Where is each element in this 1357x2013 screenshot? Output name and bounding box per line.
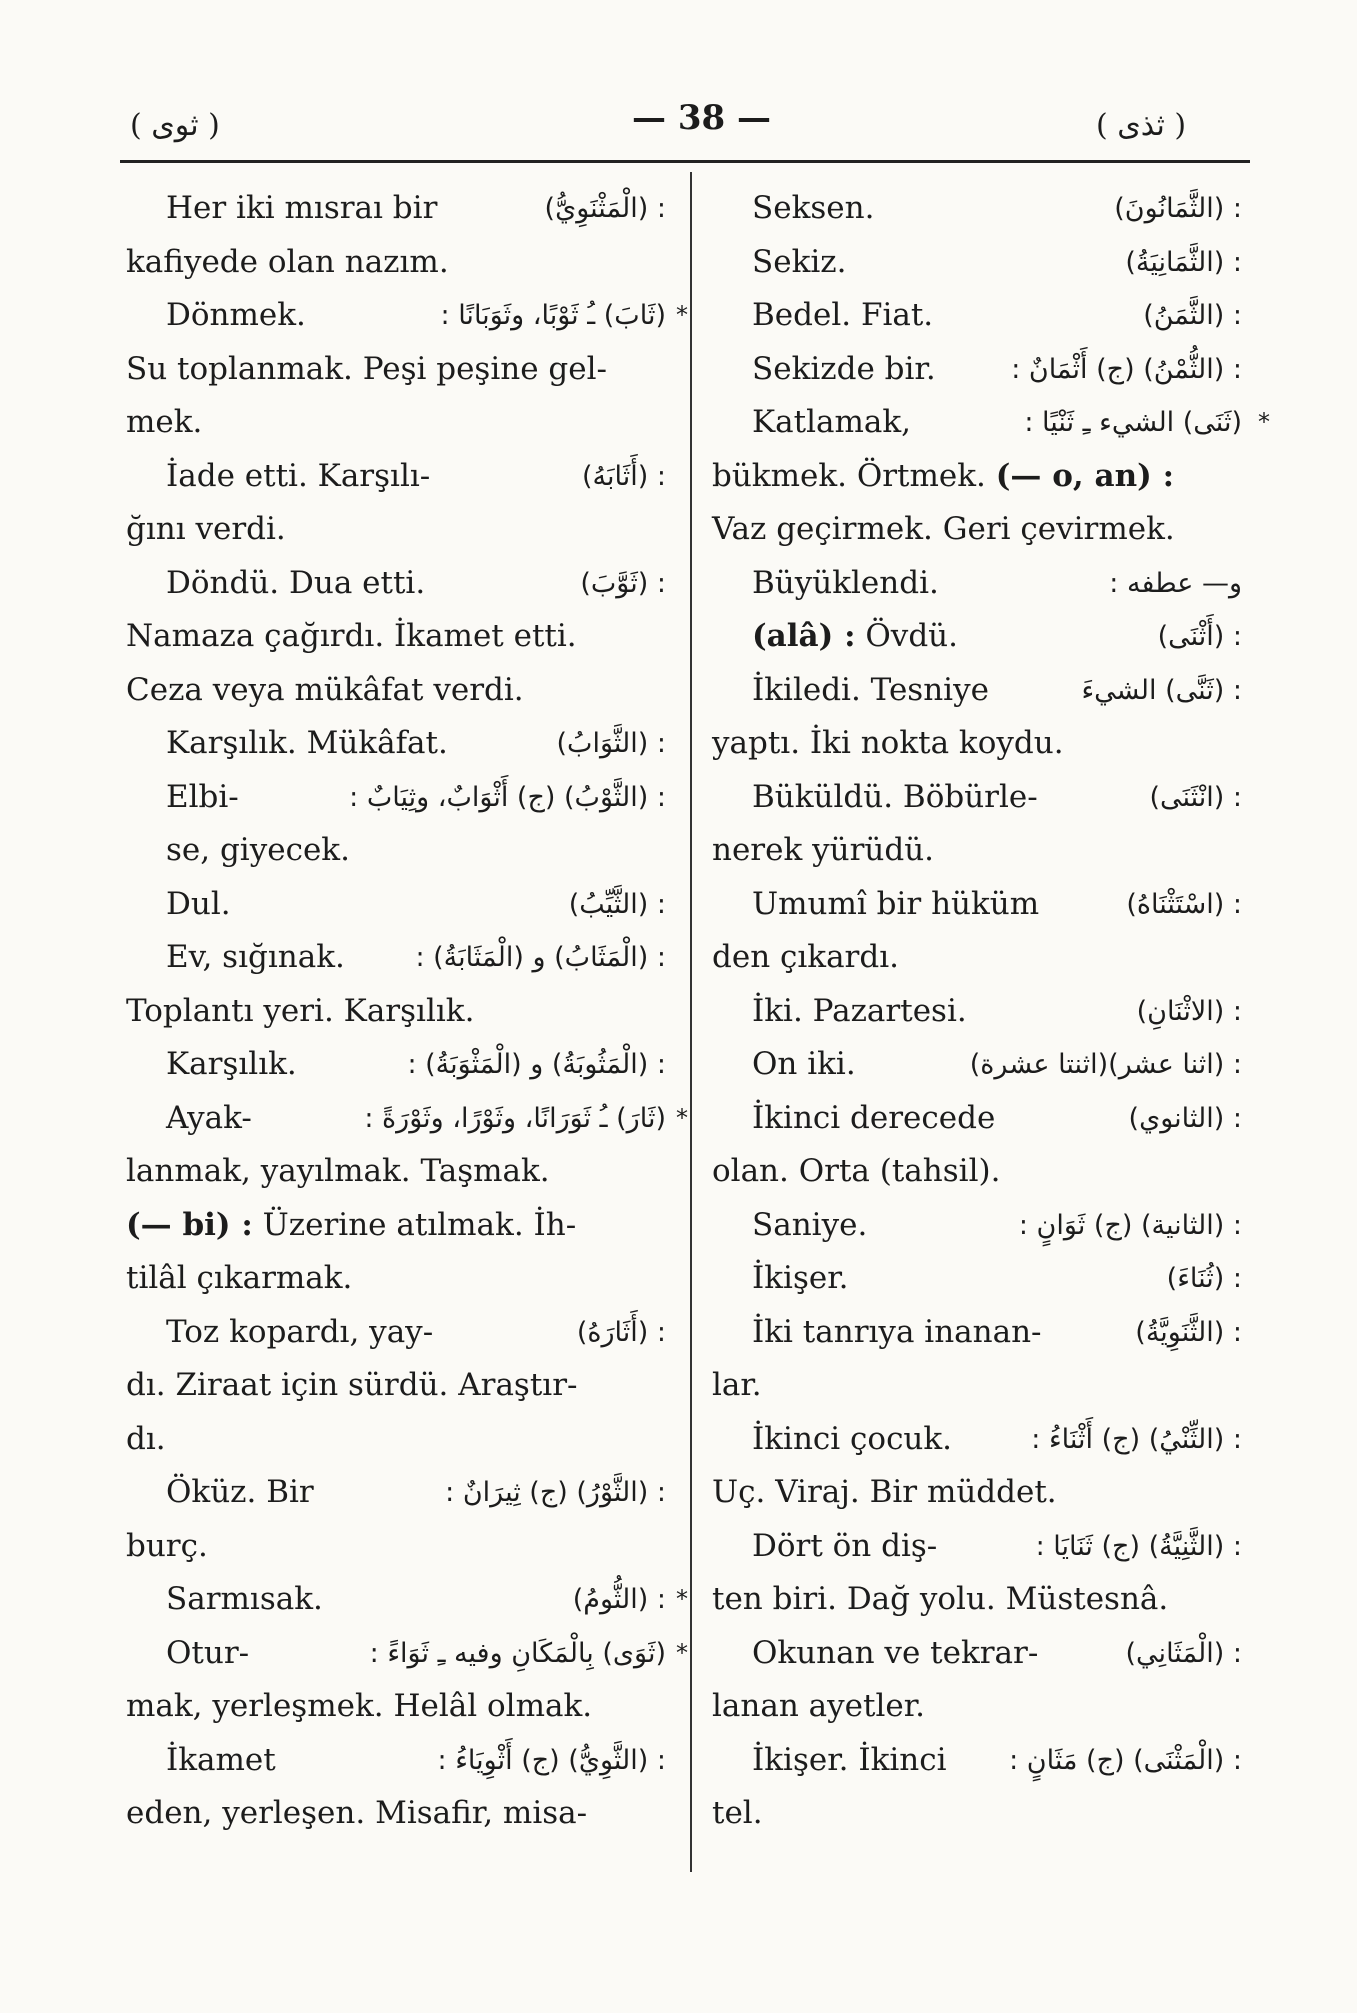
dictionary-line [712,1145,1242,1199]
turkish-text: İki. Pazartesi. [752,992,967,1029]
arabic-headword: : (الثَّيِّبُ) [568,888,666,920]
dictionary-line [712,771,1242,825]
dictionary-line [712,985,1242,1039]
dictionary-line [712,878,1242,932]
dictionary-line [712,1466,1242,1520]
arabic-headword: : (الثَّنَوِيَّةُ) [1135,1316,1242,1348]
dictionary-line [712,717,1242,771]
dictionary-line [126,610,666,664]
turkish-text: mak, yerleşmek. Helâl olmak. [126,1688,593,1724]
dictionary-line [712,1359,1242,1413]
dictionary-line [126,931,666,985]
turkish-text: On iki. [752,1046,856,1082]
turkish-text: Su toplanmak. Peşi peşine gel- [126,350,607,387]
turkish-text: Her iki mısraı bir [166,190,438,226]
dictionary-line [126,1413,666,1467]
turkish-text: İkinci çocuk. [752,1420,953,1457]
dictionary-line [712,1038,1242,1092]
dictionary-line [126,824,666,878]
dictionary-line [126,1520,666,1574]
turkish-text: bükmek. Örtmek. (— o, an) : [712,457,1175,494]
dictionary-line [712,610,1242,664]
arabic-headword: : (الْمَثَابُ) و (الْمَثَابَةُ) : [415,942,666,973]
dictionary-line [712,557,1242,611]
turkish-text: kafiyede olan nazım. [126,243,449,280]
dictionary-line [126,236,666,290]
turkish-text: Ev, sığınak. [166,939,345,975]
turkish-text: Bedel. Fiat. [752,297,934,333]
arabic-headword: : (الْمَثَانِي) [1125,1637,1242,1669]
arabic-headword: : (الثانوي) [1128,1102,1242,1134]
turkish-text: dı. Ziraat için sürdü. Araştır- [126,1367,578,1403]
dictionary-line [126,985,666,1039]
turkish-text: (— bi) : Üzerine atılmak. İh- [126,1206,577,1243]
arabic-headword: : (الثَّوْرُ) (ج) ثِيرَانٌ : [445,1477,666,1508]
dictionary-line [126,1466,666,1520]
dictionary-line [126,450,666,504]
turkish-text: eden, yerleşen. Misafir, misa- [126,1795,588,1831]
dictionary-line [126,664,666,718]
dictionary-line [126,1038,666,1092]
turkish-text: Öküz. Bir [166,1474,314,1510]
turkish-text: Dul. [166,885,231,922]
column-divider [690,172,692,1872]
turkish-text: Okunan ve tekrar- [752,1634,1039,1671]
turkish-text: Büyüklendi. [752,564,939,601]
dictionary-line [126,717,666,771]
dictionary-line [712,450,1242,504]
header-left-guide-word: ( ثوى ) [130,108,220,143]
turkish-text: Namaza çağırdı. İkamet etti. [126,618,577,654]
arabic-headword: : (ثَنَّى) الشيءَ [1081,674,1242,706]
dictionary-line [712,1306,1242,1360]
dictionary-line [126,396,666,450]
turkish-text: lar. [712,1367,762,1403]
turkish-text: İkişer. İkinci [752,1741,947,1778]
turkish-text: İade etti. Karşılı- [166,457,431,494]
turkish-text: Döndü. Dua etti. [166,564,426,601]
root-entry-marker: * [676,1585,688,1613]
arabic-headword: : (أَثَابَهُ) [582,460,666,492]
arabic-headword: : (الْمَثْنَى) (ج) مَثَانٍ : [1009,1744,1242,1776]
turkish-text: Karşılık. [166,1046,297,1082]
dictionary-line [712,396,1270,450]
root-entry-marker: * [1258,408,1270,436]
turkish-text: İkiledi. Tesniye [752,671,989,708]
turkish-text: den çıkardı. [712,939,899,975]
dictionary-line [126,1306,666,1360]
header-rule [120,160,1250,163]
arabic-headword: : (الْمَثُوبَةُ) و (الْمَثْوَبَةُ) : [407,1049,666,1080]
dictionary-line [712,236,1242,290]
turkish-text: Ceza veya mükâfat verdi. [126,671,524,708]
arabic-headword: : (أَثَارَهُ) [576,1316,666,1348]
turkish-text: Elbi- [166,778,239,815]
left-column [126,182,688,1841]
arabic-headword: : (ثَوَّبَ) [580,567,666,599]
arabic-headword: : (الثَّوَابُ) [556,728,666,759]
turkish-text: tilâl çıkarmak. [126,1260,353,1296]
page-header [0,0,1357,170]
turkish-text: ğını verdi. [126,511,286,547]
dictionary-line [126,1787,666,1841]
dictionary-line [126,343,666,397]
dictionary-line [126,1199,666,1253]
turkish-text: Sekiz. [752,243,847,280]
dictionary-line [126,1627,688,1681]
dictionary-line [126,289,688,343]
dictionary-line [712,1734,1242,1788]
turkish-text: lanan ayetler. [712,1688,925,1724]
dictionary-line [712,824,1242,878]
arabic-headword: : (انْثَنَى) [1149,781,1242,813]
arabic-headword: و— عطفه : [1109,567,1242,599]
dictionary-line [712,664,1242,718]
turkish-text: İkişer. [752,1260,849,1296]
arabic-headword: : (اسْتَثْنَاهُ) [1126,888,1242,920]
arabic-headword: : (أَثْنَى) [1157,621,1242,652]
turkish-text: (alâ) : Övdü. [752,618,958,654]
turkish-text: se, giyecek. [166,832,350,868]
arabic-headword: : (الثَّمَنُ) [1143,300,1242,331]
dictionary-line [712,503,1242,557]
turkish-text: Toz kopardı, yay- [166,1313,434,1350]
turkish-text: Dört ön diş- [752,1527,938,1564]
arabic-headword: : (الثَّنِيَّةُ) (ج) ثَنَايَا : [1035,1530,1242,1562]
arabic-headword: : (الْمَثْنَوِيُّ) [544,193,666,224]
dictionary-line [712,343,1242,397]
turkish-text: Ayak- [166,1099,252,1136]
turkish-text: burç. [126,1527,208,1564]
arabic-headword: (ثَابَ) ـُ ثَوْبًا، وثَوَبَانًا : [440,300,666,331]
arabic-headword: : (الثُّمْنُ) (ج) أَثْمَانٌ : [1011,353,1242,385]
arabic-headword: : (الثَّمَانُونَ) [1114,193,1242,224]
turkish-text: Karşılık. Mükâfat. [166,725,448,761]
turkish-text: Sarmısak. [166,1581,323,1617]
dictionary-line [126,1573,688,1627]
arabic-headword: : (الثَّوِيُّ) (ج) أَثْوِيَاءُ : [437,1744,666,1776]
arabic-headword: (ثَوَى) بِالْمَكَانِ وفيه ـِ ثَوَاءً : [369,1637,666,1669]
arabic-headword: : (اثنا عشر)(اثنتا عشرة) [969,1049,1242,1080]
arabic-headword: : (الثانية) (ج) ثَوَانٍ : [1018,1209,1242,1241]
dictionary-line [126,182,666,236]
dictionary-line [712,1092,1242,1146]
arabic-headword: : (الثُّومُ) [572,1584,666,1615]
dictionary-line [712,182,1242,236]
arabic-headword: : (ثُنَاءَ) [1166,1263,1242,1294]
turkish-text: Uç. Viraj. Bir müddet. [712,1474,1057,1510]
dictionary-line [712,1787,1242,1841]
dictionary-line [712,1199,1242,1253]
page-number: — 38 — [632,98,771,138]
turkish-text: tel. [712,1795,763,1831]
turkish-text: lanmak, yayılmak. Taşmak. [126,1153,550,1189]
arabic-headword: (ثَارَ) ـُ ثَوَرَانًا، وثَوْرًا، وثَوْرَةً : [364,1102,666,1134]
turkish-text: Toplantı yeri. Karşılık. [126,992,475,1029]
turkish-text: İkinci derecede [752,1099,996,1136]
dictionary-line [712,1573,1242,1627]
arabic-headword: (ثَنَى) الشيء ـِ ثَنْيًا : [1024,407,1242,438]
dictionary-line [126,1092,688,1146]
turkish-text: yaptı. İki nokta koydu. [712,725,1064,761]
turkish-text: Büküldü. Böbürle- [752,778,1038,815]
turkish-text: ten biri. Dağ yolu. Müstesnâ. [712,1581,1169,1617]
dictionary-line [712,1680,1242,1734]
root-entry-marker: * [676,301,688,329]
arabic-headword: : (الثَّوْبُ) (ج) أَثْوَابٌ، وثِيَابٌ : [349,781,666,813]
dictionary-line [126,1252,666,1306]
turkish-text: Katlamak, [752,404,912,440]
turkish-text: İki tanrıya inanan- [752,1313,1042,1350]
dictionary-line [126,557,666,611]
turkish-text: olan. Orta (tahsil). [712,1153,1001,1189]
dictionary-line [712,1627,1242,1681]
dictionary-line [126,1680,666,1734]
turkish-text: Dönmek. [166,297,306,333]
turkish-text: mek. [126,404,203,440]
dictionary-line [126,503,666,557]
arabic-headword: : (الاثْنَانِ) [1136,995,1242,1027]
dictionary-line [126,1734,666,1788]
dictionary-line [126,1359,666,1413]
arabic-headword: : (الثَّمَانِيَةُ) [1125,246,1242,278]
turkish-text: Sekizde bir. [752,350,936,387]
turkish-text: Saniye. [752,1206,868,1243]
dictionary-line [126,1145,666,1199]
turkish-text: Seksen. [752,190,875,226]
dictionary-line [126,878,666,932]
turkish-text: İkamet [166,1741,276,1778]
turkish-text: Vaz geçirmek. Geri çevirmek. [712,511,1175,547]
dictionary-line [712,1252,1242,1306]
header-right-guide-word: ( ثذى ) [1096,108,1187,143]
dictionary-line [126,771,666,825]
dictionary-line [712,1413,1242,1467]
turkish-text: Otur- [166,1634,250,1671]
dictionary-line [712,931,1242,985]
root-entry-marker: * [676,1638,688,1667]
turkish-text: dı. [126,1420,166,1457]
arabic-headword: : (الثِّنْيُ) (ج) أَثْنَاءُ : [1031,1423,1242,1455]
dictionary-line [712,1520,1242,1574]
turkish-text: nerek yürüdü. [712,832,935,868]
right-column [712,182,1270,1841]
root-entry-marker: * [676,1103,688,1132]
dictionary-line [712,289,1242,343]
turkish-text: Umumî bir hüküm [752,885,1040,922]
